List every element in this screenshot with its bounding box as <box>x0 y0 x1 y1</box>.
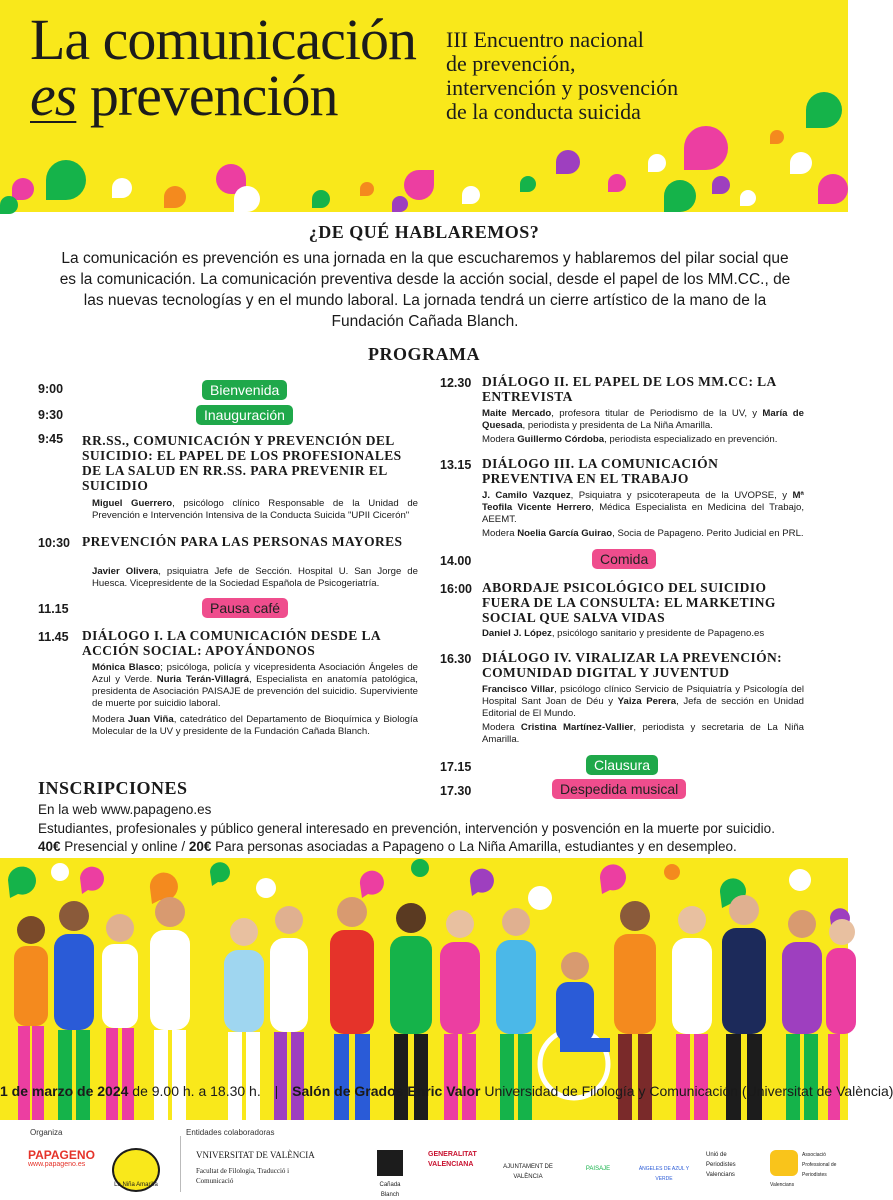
speaker-desc: , periodista y presidenta de La Niña Amarilla. <box>522 420 713 431</box>
papageno-logo-web: www.papageno.es <box>28 1161 86 1168</box>
moderator-prefix: Modera <box>92 714 128 725</box>
bubble-decoration <box>520 176 536 192</box>
unio-periodistes-logo-text: Unió de Periodistes Valencians <box>706 1152 736 1178</box>
time-label: 9:45 <box>38 432 64 446</box>
speaker-name: Francisco Villar <box>482 684 555 695</box>
bubble-decoration <box>404 170 434 200</box>
time-label: 12.30 <box>440 376 472 390</box>
session-description <box>92 498 418 522</box>
event-title <box>30 7 416 128</box>
moderator-prefix: Modera <box>482 528 518 539</box>
speaker-name: María de Quesada <box>482 408 804 431</box>
bubble-decoration <box>234 186 260 212</box>
canada-blanch-logo <box>370 1150 410 1200</box>
badge-clausura: Clausura <box>586 755 658 775</box>
event-venue: Salón de Grados Enric Valor <box>292 1083 481 1099</box>
subtitle-line: intervención y posvención <box>446 75 679 100</box>
speaker-desc: , psicólogo sanitario y presidente de Papageno.es <box>551 628 765 639</box>
inscriptions-heading: INSCRIPCIONES <box>38 778 188 798</box>
bubble-decoration <box>770 130 784 144</box>
moderator-desc: , Socia de Papageno. Perito Judicial en PRL. <box>612 528 804 539</box>
bubble-decoration <box>818 174 848 204</box>
subtitle-line: III Encuentro nacional <box>446 27 644 52</box>
session-title: DIÁLOGO II. EL PAPEL DE LOS MM.CC: LA ENTREVISTA <box>482 374 776 404</box>
generalitat-logo-text: GENERALITAT VALENCIANA <box>428 1151 477 1168</box>
moderator-desc: , catedrático del Departamento de Bioquímica y Biología Molecular de la UV y presidente de la Fundación Cañada Blanch. <box>92 714 418 737</box>
moderator-name: Juan Viña <box>127 714 174 725</box>
session-moderator <box>482 528 804 540</box>
bubble-decoration <box>556 150 580 174</box>
price-full: 40€ <box>38 839 61 854</box>
time-label: 16.30 <box>440 652 472 666</box>
event-hours: de 9.00 h. a 18.30 h. <box>128 1083 261 1099</box>
colaboradoras-label: Entidades colaboradoras <box>186 1128 275 1137</box>
papageno-logo-text: PAPAGENO <box>28 1148 95 1162</box>
bubble-decoration <box>112 178 132 198</box>
time-label: 16:00 <box>440 582 472 596</box>
bubble-decoration <box>648 154 666 172</box>
speaker-desc: , psicólogo clínico Servicio de Psiquiatría y Psicología del Hospital Sant Joan de Déu y <box>482 684 804 707</box>
subtitle-line: de prevención, <box>446 51 576 76</box>
time-label: 9:30 <box>38 408 64 422</box>
time-label: 11.15 <box>38 602 69 616</box>
session-description <box>92 662 418 710</box>
moderator-name: Guillermo Córdoba <box>517 434 605 445</box>
badge-despedida-musical: Despedida musical <box>552 779 686 799</box>
time-label: 13.15 <box>440 458 472 472</box>
bubble-decoration <box>790 152 812 174</box>
event-info-bar <box>0 1083 893 1099</box>
moderator-name: Noelia García Guirao <box>517 528 613 539</box>
session-title: DIÁLOGO III. LA COMUNICACIÓN PREVENTIVA EN EL TRABAJO <box>482 456 719 486</box>
header-banner <box>0 0 848 212</box>
speaker-desc: , Psiquiatra y psicoterapeuta de la UVOPSE, y <box>570 490 793 501</box>
canada-blanch-mark <box>377 1150 403 1176</box>
people-illustration <box>0 858 848 1120</box>
angeles-logo <box>636 1150 692 1184</box>
nina-amarilla-logo <box>112 1148 160 1192</box>
session-title: DIÁLOGO IV. VIRALIZAR LA PREVENCIÓN: COMUNIDAD DIGITAL Y JUVENTUD <box>482 650 783 680</box>
speaker-desc: , psicólogo clínico Responsable de la Unidad de Prevención e Intervención Intensiva de la Conducta Suicida "UPII Cicerón" <box>92 498 418 521</box>
price-reduced: 20€ <box>188 839 212 854</box>
session-title: RR.SS., COMUNICACIÓN Y PREVENCIÓN DEL SUICIDIO: EL PAPEL DE LOS PROFESIONALES DE LA SALUD EN RR.SS. PARA PREVENIR EL SUICIDIO <box>82 433 402 493</box>
bubble-decoration <box>46 160 86 200</box>
speaker-name: Daniel J. López <box>482 628 552 639</box>
bubble-decoration <box>806 92 842 128</box>
session-description <box>482 490 804 526</box>
session-description <box>92 566 418 590</box>
upv-logo-text: Associació Professional de Periodistes Valencians <box>770 1152 837 1188</box>
angeles-logo-text: ÁNGELES DE AZUL Y VERDE <box>638 1166 690 1182</box>
unio-periodistes-logo <box>706 1150 756 1180</box>
event-date: 1 de marzo de 2024 <box>0 1083 129 1099</box>
speaker-desc: , Jefa de sección en Unidad Editorial de El Mundo. <box>482 696 805 719</box>
speaker-name: Mª Teofila Vicente Herrero <box>482 490 804 513</box>
session-title: DIÁLOGO I. LA COMUNICACIÓN DESDE LA ACCIÓN SOCIAL: APOYÁNDONOS <box>82 628 381 658</box>
bubble-decoration <box>360 182 374 196</box>
bubble-decoration <box>664 180 696 212</box>
time-label: 9:00 <box>38 382 64 396</box>
time-label: 14.00 <box>440 554 472 568</box>
session-moderator <box>482 434 804 446</box>
bubble-decoration <box>392 196 408 212</box>
price-reduced-text: Para personas asociadas a Papageno o La Niña Amarilla, estudiantes y en desempleo. <box>211 839 737 854</box>
session-moderator <box>482 722 804 746</box>
speaker-desc: , Especialista en anatomía patológica, presidenta de Asociación PAISAJE de prevención del suicidio. Superviviente de muerte por suicidio laboral. <box>92 674 418 709</box>
upv-mark <box>770 1150 798 1176</box>
speaker-name: Javier Olivera <box>92 566 159 577</box>
moderator-desc: , periodista y secretaria de La Niña Amarilla. <box>482 722 805 745</box>
inscriptions-web: En la web www.papageno.es <box>38 802 212 817</box>
moderator-prefix: Modera <box>482 722 521 733</box>
ajuntament-logo-text: AJUNTAMENT DE VALÈNCIA <box>503 1164 553 1180</box>
people-illustration-svg <box>0 858 848 1120</box>
speech-bubbles <box>8 859 850 932</box>
logo-divider <box>180 1136 181 1192</box>
badge-bienvenida: Bienvenida <box>202 380 287 400</box>
speaker-name: J. Camilo Vazquez <box>482 490 571 501</box>
bubble-decoration <box>608 174 626 192</box>
bubble-decoration <box>0 196 18 214</box>
title-line-2 <box>30 63 416 128</box>
session-description <box>482 628 804 640</box>
speaker-name: Miguel Guerrero <box>92 498 173 509</box>
organiza-label: Organiza <box>30 1128 63 1137</box>
bubble-decoration <box>312 190 330 208</box>
speaker-name: Maite Mercado <box>482 408 552 419</box>
inscriptions-audience: Estudiantes, profesionales y público general interesado en prevención, intervención y posvención en la muerte por suicidio. <box>38 821 775 836</box>
bubble-decoration <box>712 176 730 194</box>
uv-logo <box>196 1150 316 1186</box>
event-subtitle <box>446 28 678 124</box>
time-label: 10:30 <box>38 536 70 550</box>
time-label: 17.15 <box>440 760 472 774</box>
session-title: ABORDAJE PSICOLÓGICO DEL SUICIDIO FUERA DE LA CONSULTA: EL MARKETING SOCIAL QUE SALVA VIDAS <box>482 580 776 625</box>
bubble-decoration <box>740 190 756 206</box>
nina-amarilla-logo-text: La Niña Amarilla <box>114 1182 158 1188</box>
bubble-decoration <box>12 178 34 200</box>
speaker-name: Nuria Terán-Villagrá <box>156 674 249 685</box>
title-line-1: La comunicación <box>30 7 416 72</box>
ajuntament-logo <box>494 1150 562 1182</box>
generalitat-logo <box>428 1150 488 1170</box>
canada-blanch-logo-text: Cañada Blanch <box>379 1182 401 1198</box>
paisaje-logo-text: PAISAJE <box>585 1166 611 1172</box>
speaker-name: Mónica Blasco <box>92 662 161 673</box>
uv-faculty-text: Facultat de Filologia, Traducció i Comunicació <box>196 1167 290 1185</box>
speaker-desc: , profesora titular de Periodismo de la UV, y <box>551 408 763 419</box>
speaker-desc: , Médica Especialista en Medicina del Trabajo, AEEMT. <box>482 502 805 525</box>
badge-inauguracion: Inauguración <box>196 405 293 425</box>
uv-logo-text: VNIVERSITAT DE VALÈNCIA <box>196 1150 315 1160</box>
event-venue-detail: Universidad de Filología y Comunicación (Universitat de València) <box>480 1083 893 1099</box>
bubble-decoration <box>684 126 728 170</box>
time-label: 17.30 <box>440 784 472 798</box>
program-heading: PROGRAMA <box>368 344 480 364</box>
topics-heading: ¿DE QUÉ HABLAREMOS? <box>308 222 540 242</box>
subtitle-line: de la conducta suicida <box>446 99 641 124</box>
speaker-desc: ; psicóloga, policía y vicepresidenta Asociación Ángeles de Azul y Verde. <box>92 662 418 685</box>
moderator-prefix: Modera <box>482 434 518 445</box>
title-prevencion: prevención <box>89 63 338 128</box>
badge-comida: Comida <box>592 549 656 569</box>
upv-logo <box>770 1150 842 1190</box>
session-description <box>482 408 804 432</box>
speaker-name: Yaiza Perera <box>617 696 677 707</box>
title-es: es <box>30 63 77 128</box>
session-title: PREVENCIÓN PARA LAS PERSONAS MAYORES <box>82 534 403 549</box>
wheelchair-figure <box>540 952 610 1098</box>
inscriptions-prices <box>38 839 737 854</box>
papageno-logo <box>28 1150 104 1170</box>
price-full-text: Presencial y online / <box>60 839 189 854</box>
bubble-decoration <box>462 186 480 204</box>
paisaje-logo <box>576 1150 620 1174</box>
time-label: 11.45 <box>38 630 69 644</box>
speaker-desc: , psiquiatra Jefe de Sección. Hospital U. San Jorge de Huesca. Vicepresidente de la Sociedad Española de Psicogeriatría. <box>92 566 418 589</box>
session-description <box>482 684 804 720</box>
badge-pausa-cafe: Pausa café <box>202 598 288 618</box>
session-moderator <box>92 714 418 738</box>
bubble-decoration <box>164 186 186 208</box>
moderator-desc: , periodista especializado en prevención. <box>604 434 778 445</box>
topics-text: La comunicación es prevención es una jornada en la que escucharemos y hablaremos del pilar social que es la comunicación. La comunicación preventiva desde la acción social, desde el papel de los MM.CC., de las nuevas tecnologías y en el mundo laboral. La jornada tendrá un cierre artístico de la mano de la Fundación Cañada Blanch. <box>59 250 791 330</box>
moderator-name: Cristina Martínez-Vallier <box>520 722 634 733</box>
event-separator: | <box>274 1083 279 1099</box>
